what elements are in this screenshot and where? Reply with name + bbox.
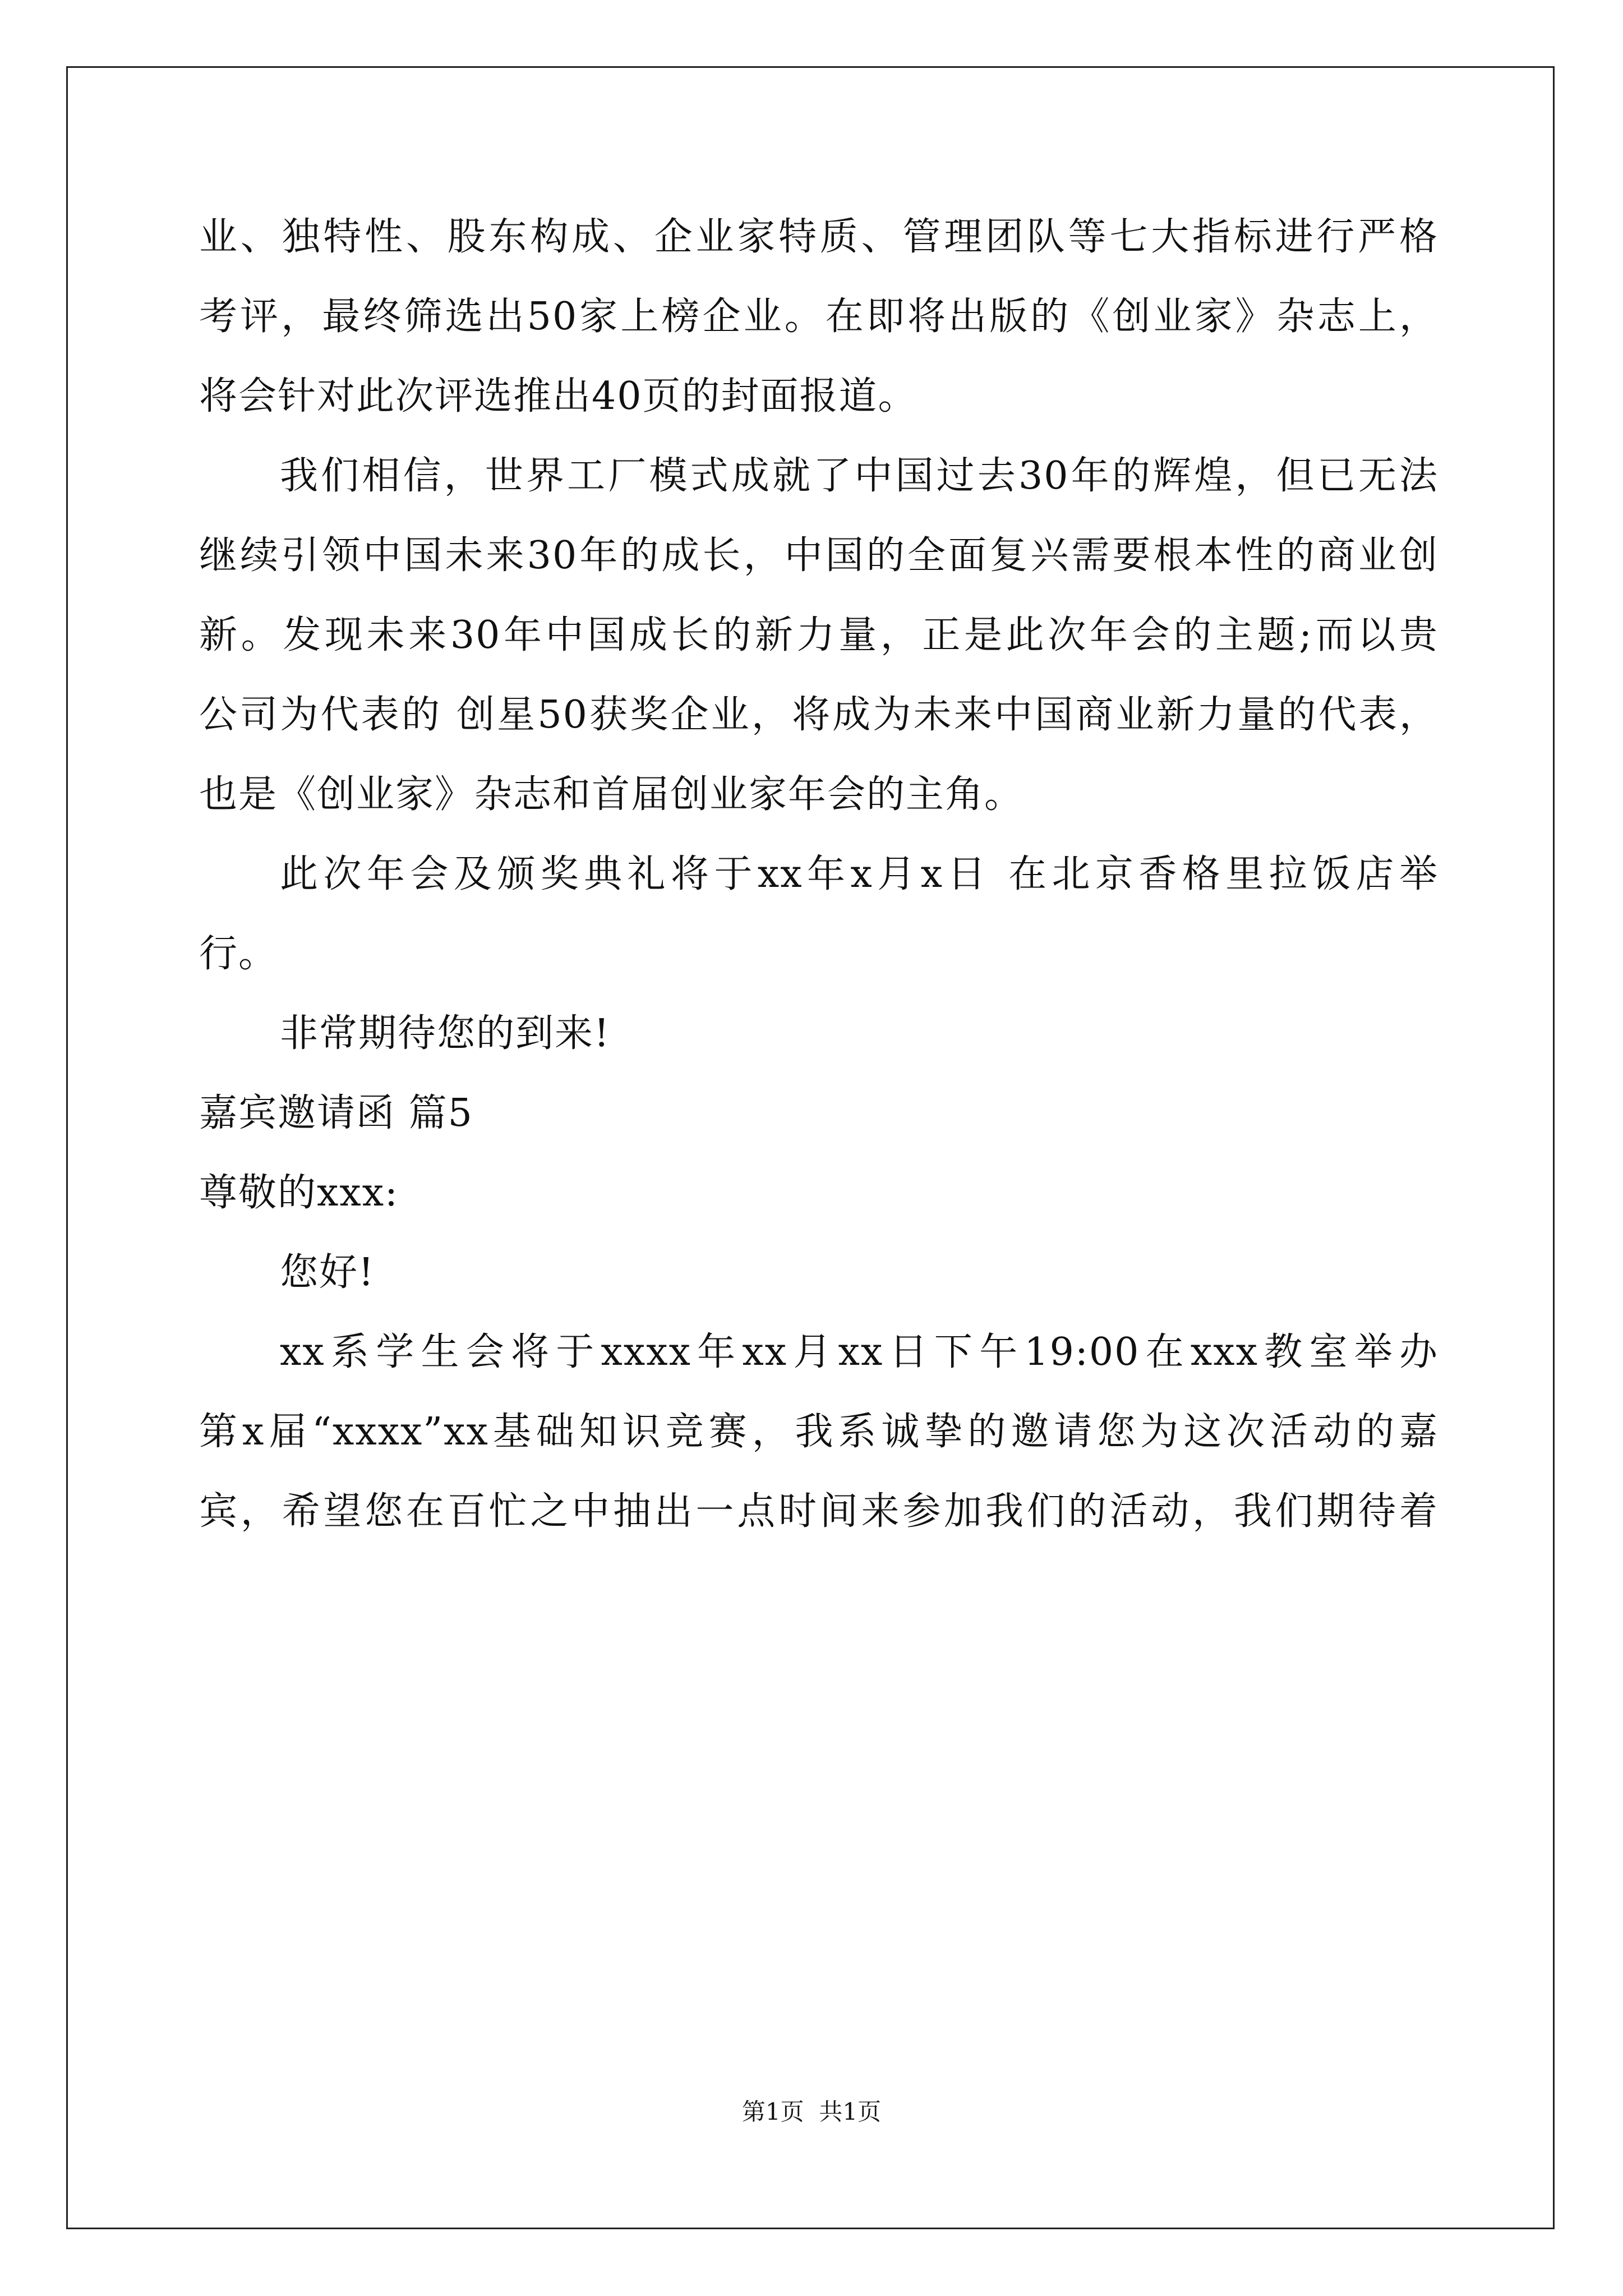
paragraph-line: 业、独特性、股东构成、企业家特质、管理团队等七大指标进行严格 <box>199 215 1438 259</box>
paragraph-line: 行。 <box>199 932 278 976</box>
closing-line: 非常期待您的到来! <box>280 1011 611 1056</box>
paragraph-line: 我们相信，世界工厂模式成就了中国过去30年的辉煌，但已无法 <box>280 454 1438 498</box>
paragraph-line: 公司为代表的 创星50获奖企业，将成为未来中国商业新力量的代表， <box>199 693 1438 737</box>
paragraph-line: xx系学生会将于xxxx年xx月xx日下午19:00在xxx教室举办 <box>280 1330 1438 1374</box>
paragraph-line: 也是《创业家》杂志和首届创业家年会的主角。 <box>199 772 1024 817</box>
paragraph-line: 宾，希望您在百忙之中抽出一点时间来参加我们的活动，我们期待着 <box>199 1489 1438 1534</box>
paragraph-line: 继续引领中国未来30年的成长，中国的全面复兴需要根本性的商业创 <box>199 533 1438 578</box>
section-heading: 嘉宾邀请函 篇5 <box>199 1091 473 1135</box>
paragraph-line: 考评，最终筛选出50家上榜企业。在即将出版的《创业家》杂志上， <box>199 295 1438 339</box>
page-footer: 第1页 共1页 <box>741 2098 882 2125</box>
paragraph-line: 此次年会及颁奖典礼将于xx年x月x日 在北京香格里拉饭店举 <box>280 852 1438 896</box>
paragraph-line: 新。发现未来30年中国成长的新力量，正是此次年会的主题;而以贵 <box>199 613 1438 657</box>
paragraph-line: 第x届“xxxx”xx基础知识竞赛，我系诚挚的邀请您为这次活动的嘉 <box>199 1410 1438 1454</box>
greeting: 您好! <box>280 1250 375 1295</box>
paragraph-line: 将会针对此次评选推出40页的封面报道。 <box>199 374 917 418</box>
salutation: 尊敬的xxx: <box>199 1171 399 1215</box>
